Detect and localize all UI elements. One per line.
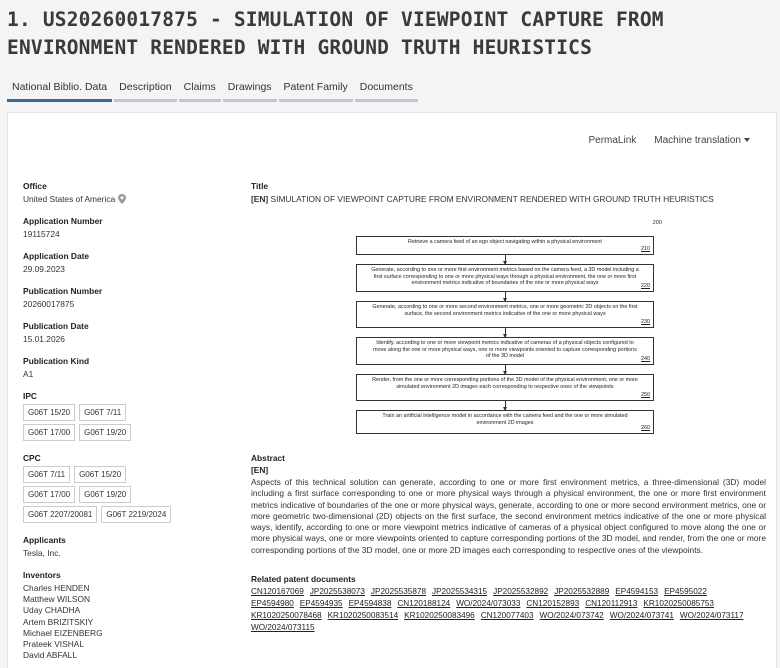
publication-number-label: Publication Number: [23, 286, 103, 296]
related-doc-link[interactable]: JP2025532889: [554, 587, 610, 597]
tab-bar: [7, 79, 420, 102]
publication-date-label: Publication Date: [23, 321, 89, 331]
cpc-label: CPC: [23, 453, 41, 463]
ipc-chip[interactable]: G06T 17/00: [23, 424, 75, 441]
related-doc-link[interactable]: EP4594153: [615, 587, 659, 597]
related-doc-link[interactable]: WO/2024/073742: [539, 611, 604, 621]
ipc-chips: [23, 404, 181, 441]
cpc-chip[interactable]: G06T 15/20: [74, 466, 126, 483]
cpc-chip[interactable]: G06T 2219/2024: [101, 506, 171, 523]
inventor-item: Matthew WILSON: [23, 594, 91, 605]
office-label: Office: [23, 181, 47, 191]
cpc-chip[interactable]: G06T 2207/20081: [23, 506, 97, 523]
related-doc-link[interactable]: CN120152893: [526, 599, 580, 609]
flow-arrow: [505, 255, 506, 264]
flow-arrow: [505, 365, 506, 374]
applicant-value: Tesla, Inc.: [23, 548, 61, 558]
flow-arrow: [505, 292, 506, 301]
related-docs-label: Related patent documents: [251, 574, 356, 585]
related-doc-link[interactable]: WO/2024/073741: [609, 611, 674, 621]
flow-step: [356, 337, 654, 365]
biblio-column: [23, 181, 223, 668]
flow-step-text: Identify, according to one or more viewpoint metrics indicative of cameras of a physical objects configured to move along the one or more physical ways, one or more viewpoints oriented to capture corresponding portions of the 3D model: [373, 340, 637, 360]
flow-step-number: 210: [641, 246, 650, 253]
ipc-label: IPC: [23, 391, 37, 401]
map-pin-icon[interactable]: [118, 194, 126, 204]
publication-date-value: 15.01.2026: [23, 334, 65, 344]
related-doc-link[interactable]: JP2025538073: [309, 587, 365, 597]
related-doc-link[interactable]: KR1020250085753: [643, 599, 714, 609]
related-doc-link[interactable]: KR1020250083514: [327, 611, 399, 621]
ipc-chip[interactable]: G06T 19/20: [79, 424, 131, 441]
representative-drawing[interactable]: [350, 220, 670, 446]
tab-claims[interactable]: Claims: [179, 79, 221, 102]
cpc-chip[interactable]: G06T 7/11: [23, 466, 70, 483]
tab-national-biblio-data[interactable]: National Biblio. Data: [7, 79, 112, 102]
ipc-chip[interactable]: G06T 15/20: [23, 404, 75, 421]
chevron-down-icon: [744, 138, 750, 142]
related-doc-link[interactable]: KR1020250078468: [251, 611, 322, 621]
related-docs-list: [251, 587, 751, 632]
tab-description[interactable]: Description: [114, 79, 177, 102]
inventor-item: David ABFALL: [23, 650, 78, 661]
applicants-label: Applicants: [23, 535, 66, 545]
application-date-label: Application Date: [23, 251, 90, 261]
page-title-line-2: ENVIRONMENT RENDERED WITH GROUND TRUTH HEURISTICS: [7, 36, 593, 59]
flow-step-number: 230: [641, 319, 650, 326]
permalink-link[interactable]: PermaLink: [588, 135, 637, 146]
flow-step: [356, 374, 654, 401]
flow-step: [356, 301, 654, 328]
related-doc-link[interactable]: JP2025534315: [432, 587, 488, 597]
flow-step-text: Train an artificial intelligence model in accordance with the camera feed and the one or more simulated environment 2D images: [382, 413, 628, 426]
related-doc-link[interactable]: CN120077403: [480, 611, 534, 621]
title-lang: [EN]: [251, 194, 269, 204]
flow-step-text: Render, from the one or more corresponding portions of the 3D model of the physical environment, one or more simulated environment 2D images each corresponding to respective ones of the viewpoints: [372, 377, 638, 390]
main-column: [251, 181, 766, 633]
abstract-text: Aspects of this technical solution can generate, according to one or more first environment metrics, a three-dimensional (3D) model including a first surface corresponding to one or more physical ways through a physical environment, the one or more first environment metrics indicative of boundaries of the one or more physical ways, generate, according to one or more second environment metrics, one or more geometric two-dimensional (2D) objects on the first surface, the second environment metrics indicative of the one or more physical ways, identify, according to one or more viewpoint metrics indicative of cameras of a physical object configured to move along the one or more physical ways, one or more viewpoints oriented to capture corresponding portions of the 3D model, and render, from the one or more corresponding portions of the 3D model, one or more 2D images each corresponding to respective ones of the viewpoints.: [251, 477, 766, 555]
flow-step: [356, 264, 654, 292]
flow-step-number: 260: [641, 425, 650, 432]
related-doc-link[interactable]: CN120167069: [251, 587, 304, 597]
tab-drawings[interactable]: Drawings: [223, 79, 277, 102]
related-doc-link[interactable]: JP2025532892: [493, 587, 549, 597]
flow-step-text: Retrieve a camera feed of an ego object navigating within a physical environment: [408, 239, 602, 245]
related-doc-link[interactable]: EP4594935: [299, 599, 343, 609]
related-doc-link[interactable]: WO/2024/073117: [679, 611, 744, 621]
ipc-chip[interactable]: G06T 7/11: [79, 404, 126, 421]
content-panel: [7, 112, 777, 668]
flow-step-number: 220: [641, 283, 650, 290]
inventor-item: Uday CHADHA: [23, 605, 81, 616]
cpc-chips: [23, 466, 181, 523]
flow-arrow: [505, 401, 506, 410]
related-doc-link[interactable]: EP4594838: [348, 599, 392, 609]
title-value: SIMULATION OF VIEWPOINT CAPTURE FROM ENVIRONMENT RENDERED WITH GROUND TRUTH HEURISTICS: [270, 194, 714, 204]
page-title-line-1: 1. US20260017875 - SIMULATION OF VIEWPOINT CAPTURE FROM: [7, 8, 664, 31]
abstract-label: Abstract: [251, 453, 285, 463]
related-doc-link[interactable]: EP4595022: [664, 587, 707, 597]
flow-step-text: Generate, according to one or more first environment metrics based on the camera feed, a 3D model including a first surface corresponding to one or more physical ways through a physical environment, the one or more first environment metrics indicative of boundaries of the one or more physical ways: [371, 267, 639, 287]
related-doc-link[interactable]: KR1020250083496: [404, 611, 475, 621]
flow-arrow: [505, 328, 506, 337]
related-doc-link[interactable]: WO/2024/073115: [251, 623, 315, 633]
machine-translation-dropdown[interactable]: [654, 135, 750, 146]
cpc-chip[interactable]: G06T 19/20: [79, 486, 131, 503]
related-doc-link[interactable]: WO/2024/073033: [456, 599, 521, 609]
related-doc-link[interactable]: CN120188124: [397, 599, 451, 609]
application-number-value: 19115724: [23, 229, 60, 239]
cpc-chip[interactable]: G06T 17/00: [23, 486, 75, 503]
top-links: [588, 135, 750, 146]
inventor-item: Prateek VISHAL: [23, 639, 84, 650]
flow-step-text: Generate, according to one or more second environment metrics, one or more geometric 2D objects on the first surface, the second environment metrics indicative of the one or more physical ways: [372, 304, 638, 317]
inventor-item: Charles HENDEN: [23, 583, 90, 593]
related-doc-link[interactable]: JP2025535878: [370, 587, 426, 597]
office-value: United States of America: [23, 194, 116, 204]
application-date-value: 29.09.2023: [23, 264, 65, 274]
application-number-label: Application Number: [23, 216, 103, 226]
figure-ref-number: 200: [652, 220, 662, 226]
machine-translation-label: Machine translation: [654, 135, 741, 146]
related-doc-link[interactable]: EP4594980: [251, 599, 294, 609]
inventor-item: Artem BRIZITSKIY: [23, 616, 94, 627]
tab-documents[interactable]: Documents: [355, 79, 418, 102]
publication-kind-value: A1: [23, 369, 34, 379]
title-label: Title: [251, 181, 269, 191]
flow-step: [356, 236, 654, 255]
abstract-lang: [EN]: [251, 465, 269, 475]
flow-step-number: 240: [641, 356, 650, 363]
related-doc-link[interactable]: CN120112913: [585, 599, 638, 609]
inventor-item: Michael EIZENBERG: [23, 627, 103, 638]
inventors-label: Inventors: [23, 570, 61, 580]
tab-patent-family[interactable]: Patent Family: [279, 79, 353, 102]
flow-step-number: 250: [641, 392, 650, 399]
flow-step: [356, 410, 654, 434]
page-title: [7, 6, 767, 62]
publication-number-value: 20260017875: [23, 299, 75, 309]
publication-kind-label: Publication Kind: [23, 356, 90, 366]
